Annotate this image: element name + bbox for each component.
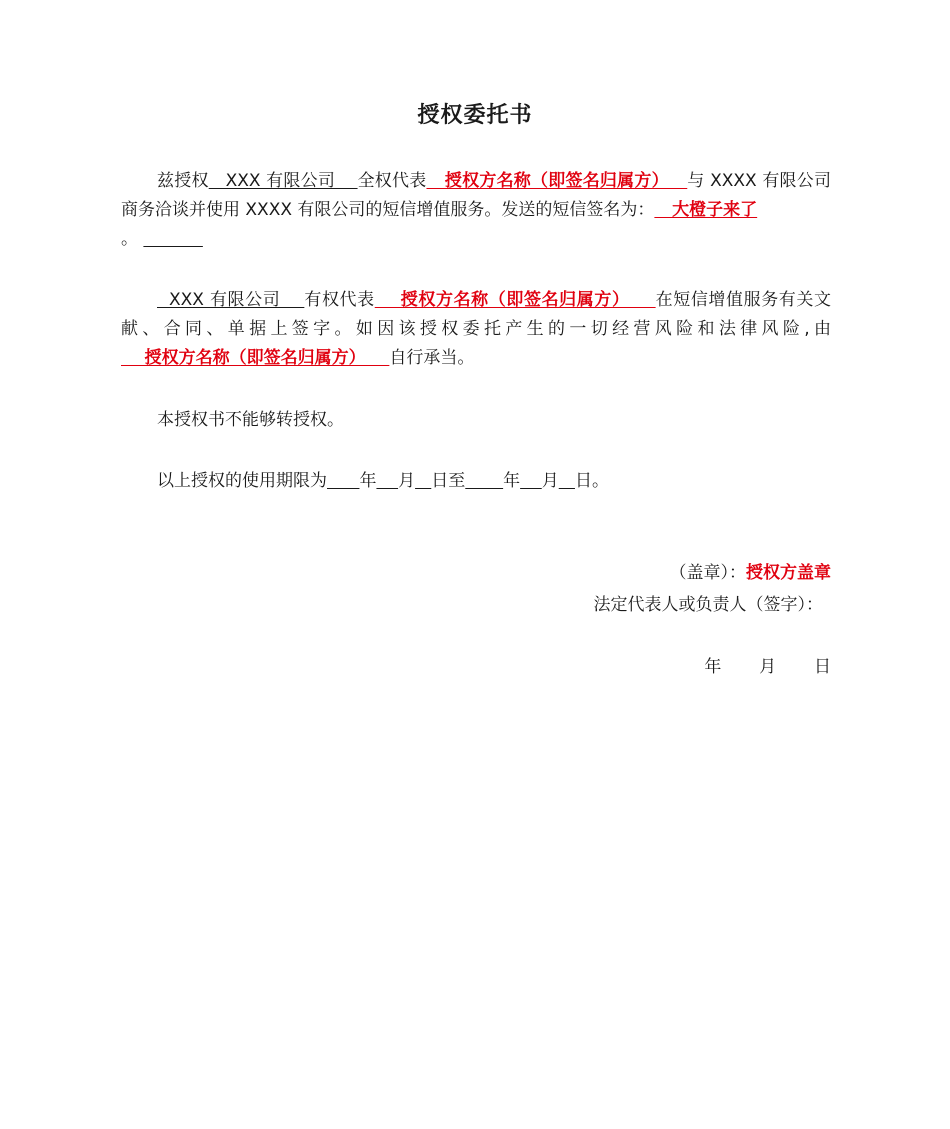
text-segment: 年	[359, 471, 377, 491]
seal-label: （盖章）：	[669, 563, 746, 583]
paragraph-authorization	[121, 167, 831, 254]
text-segment: 全权代表	[357, 171, 427, 191]
company-name-field: XXX 有限公司	[208, 171, 358, 191]
text-segment: 年	[503, 471, 521, 491]
date-line: 年 月 日	[704, 657, 831, 677]
seal-value: 授权方盖章	[746, 563, 831, 583]
blank-field	[465, 471, 503, 491]
text-segment: 在短信增值服务有关文献、合同、单据上签字。如因该授权委托产生的一切经营风险和法律风险,由	[121, 290, 831, 339]
text-segment: 日至	[431, 471, 466, 491]
blank-field	[327, 471, 359, 491]
text-segment: 与 XXXX 有限公司商务洽谈并使用 XXXX 有限公司的短信增值服务。发送的短信签名为：	[121, 171, 832, 220]
blank-field	[520, 471, 542, 491]
text-segment: 月	[541, 471, 559, 491]
grantee-name-field: 授权方名称（即签名归属方）	[374, 290, 656, 310]
sms-signature-field: 大橙子来了	[654, 200, 758, 220]
blank-field	[376, 471, 398, 491]
paragraph-scope	[121, 286, 831, 373]
company-name-field: XXX 有限公司	[157, 290, 305, 310]
grantee-name-field: 授权方名称（即签名归属方）	[426, 171, 688, 191]
blank-field	[415, 471, 431, 491]
grantee-name-field-2: 授权方名称（即签名归属方）	[121, 348, 390, 368]
legal-representative-line: 法定代表人或负责人（签字）：	[593, 595, 823, 615]
paragraph-term	[121, 467, 831, 496]
text-segment: 自行承当。	[389, 348, 475, 368]
blank-field	[559, 471, 575, 491]
blank-field	[143, 229, 202, 249]
paragraph-no-transfer: 本授权书不能够转授权。	[157, 410, 344, 430]
text-segment: 。	[121, 229, 138, 249]
text-segment: 以上授权的使用期限为	[157, 471, 327, 491]
text-segment: 日。	[574, 471, 609, 491]
text-segment: 月	[398, 471, 416, 491]
document-title: 授权委托书	[417, 103, 533, 128]
text-segment: 兹授权	[157, 171, 209, 191]
text-segment: 有权代表	[304, 290, 375, 310]
